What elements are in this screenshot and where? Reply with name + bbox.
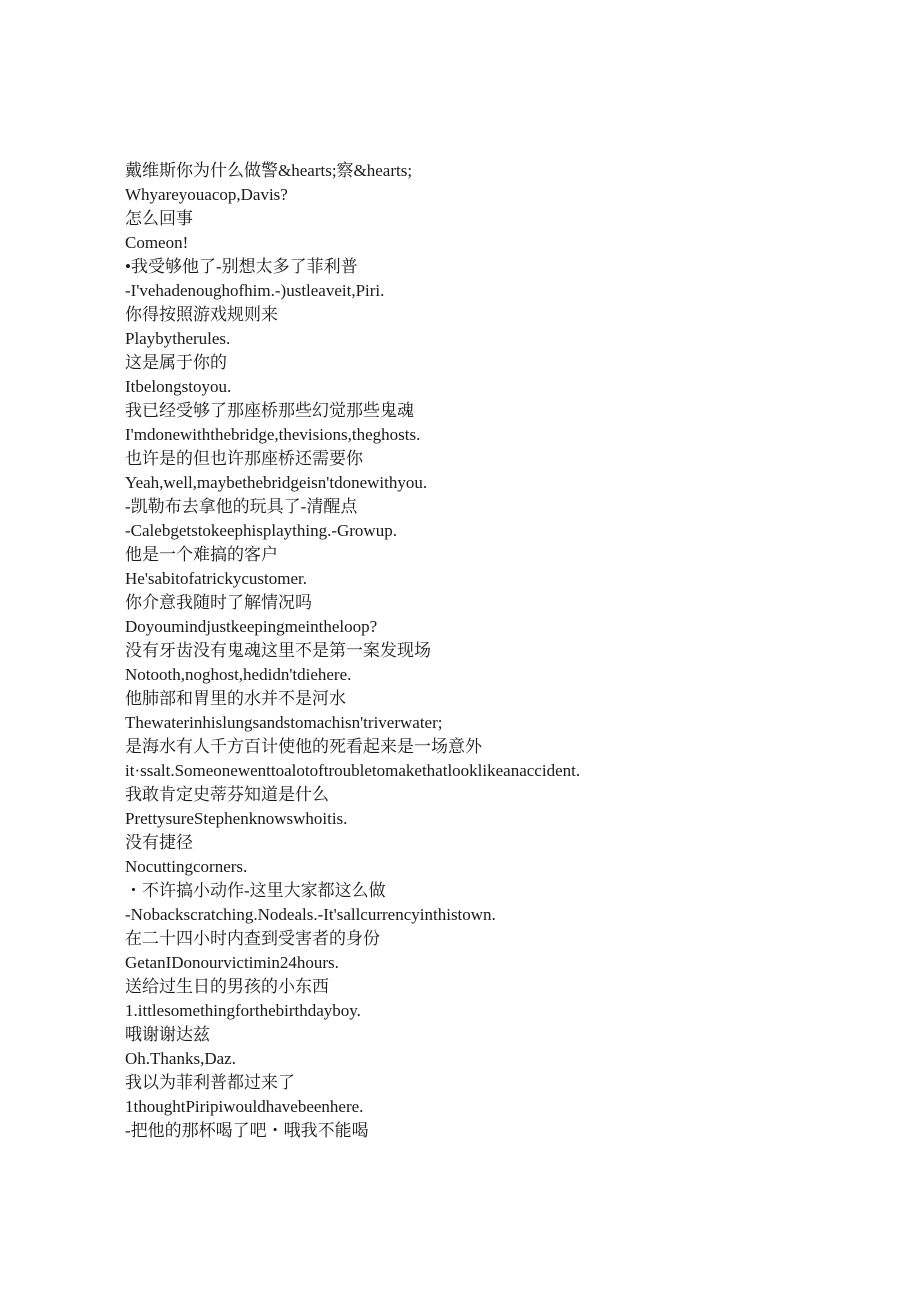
text-line: 我已经受够了那座桥那些幻觉那些鬼魂 [125, 401, 414, 420]
text-line: ・不许搞小动作-这里大家都这么做 [125, 881, 386, 900]
text-line: it·ssalt.Someonewenttoalotoftroubletomakethatlooklikeanaccident. [125, 761, 581, 780]
subtitle-text-block [125, 159, 865, 1143]
text-line: PrettysureStephenknowswhoitis. [125, 809, 348, 828]
text-line: Doyoumindjustkeepingmeintheloop? [125, 617, 378, 636]
text-line: 他肺部和胃里的水并不是河水 [125, 689, 346, 708]
text-line: 我敢肯定史蒂芬知道是什么 [125, 785, 329, 804]
text-line: 没有捷径 [125, 833, 193, 852]
text-line: -凯勒布去拿他的玩具了-清醒点 [125, 497, 358, 516]
text-line: 是海水有人千方百计使他的死看起来是一场意外 [125, 737, 482, 756]
text-line: He'sabitofatrickycustomer. [125, 569, 307, 588]
text-line: 1.ittlesomethingforthebirthdayboy. [125, 1001, 361, 1020]
text-line: Whyareyouacop,Davis? [125, 185, 288, 204]
text-line: 也许是的但也许那座桥还需要你 [125, 449, 363, 468]
text-line: Nocuttingcorners. [125, 857, 248, 876]
text-line: 没有牙齿没有鬼魂这里不是第一案发现场 [125, 641, 431, 660]
text-line: 哦谢谢达兹 [125, 1025, 210, 1044]
text-line: -Calebgetstokeephisplaything.-Growup. [125, 521, 397, 540]
text-line: Itbelongstoyou. [125, 377, 232, 396]
text-line: Comeon! [125, 233, 189, 252]
text-line: I'mdonewiththebridge,thevisions,theghosts. [125, 425, 421, 444]
text-line: Notooth,noghost,hedidn'tdiehere. [125, 665, 352, 684]
text-line: Thewaterinhislungsandstomachisn'triverwater; [125, 713, 443, 732]
text-line: 你介意我随时了解情况吗 [125, 593, 312, 612]
text-line: 你得按照游戏规则来 [125, 305, 278, 324]
text-line: Oh.Thanks,Daz. [125, 1049, 236, 1068]
text-line: 他是一个难搞的客户 [125, 545, 278, 564]
text-line: 我以为菲利普都过来了 [125, 1073, 295, 1092]
text-line: 这是属于你的 [125, 353, 227, 372]
text-line: -I'vehadenoughofhim.-)ustleaveit,Piri. [125, 281, 385, 300]
text-line: 送给过生日的男孩的小东西 [125, 977, 329, 996]
text-line: 在二十四小时内查到受害者的身份 [125, 929, 380, 948]
text-line: 1thoughtPiripiwouldhavebeenhere. [125, 1097, 364, 1116]
text-line: •我受够他了-别想太多了菲利普 [125, 257, 358, 276]
text-line: 戴维斯你为什么做警&hearts;察&hearts; [125, 161, 413, 180]
text-line: Playbytherules. [125, 329, 231, 348]
text-line: GetanIDonourvictimin24hours. [125, 953, 339, 972]
text-line: -Nobackscratching.Nodeals.-It'sallcurrencyinthistown. [125, 905, 496, 924]
text-line: Yeah,well,maybethebridgeisn'tdonewithyou. [125, 473, 428, 492]
text-line: -把他的那杯喝了吧・哦我不能喝 [125, 1121, 369, 1140]
text-line: 怎么回事 [125, 209, 193, 228]
